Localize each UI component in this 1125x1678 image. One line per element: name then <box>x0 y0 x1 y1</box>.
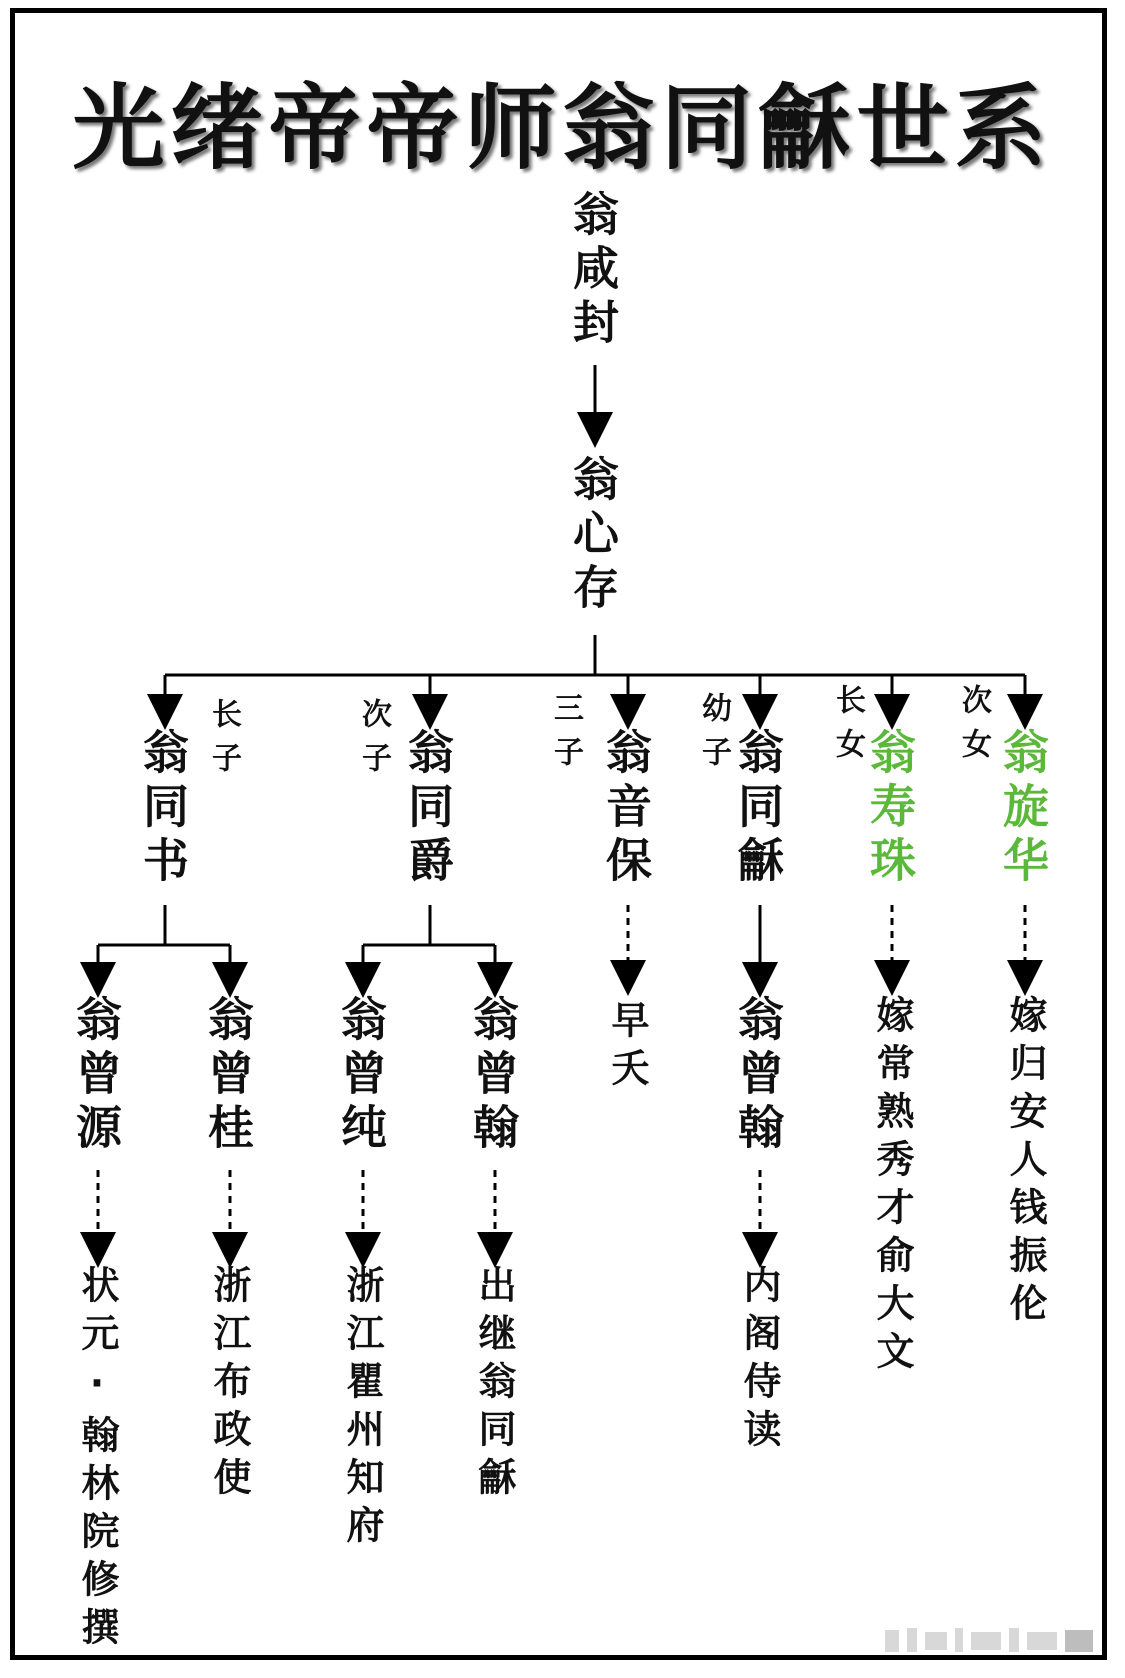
note-yinbao: 早夭 <box>605 1000 649 1096</box>
person-child: 翁同爵 <box>401 728 455 890</box>
child-label: 次女 <box>956 684 991 772</box>
child-label: 长女 <box>830 684 865 772</box>
person-child-daughter: 翁旋华 <box>996 728 1050 890</box>
child-label: 三子 <box>548 692 583 780</box>
person-child: 翁音保 <box>599 728 653 890</box>
note-grandchild: 浙江瞿州知府 <box>340 1265 384 1553</box>
note-grandchild: 浙江布政使 <box>207 1265 251 1505</box>
person-grandchild: 翁曾翰 <box>466 995 520 1157</box>
person-second: 翁心存 <box>566 455 620 617</box>
note-grandchild: 出继翁同龢 <box>472 1265 516 1505</box>
person-child: 翁同书 <box>136 728 190 890</box>
note-grandchild: 状元·翰林院修撰 <box>75 1265 119 1655</box>
person-child: 翁同龢 <box>731 728 785 890</box>
diagram-title: 光绪帝帝师翁同龢世系 <box>72 74 1053 182</box>
person-grandchild: 翁曾源 <box>69 995 123 1157</box>
person-grandchild: 翁曾翰 <box>731 995 785 1157</box>
note-xuanhua: 嫁归安人钱振伦 <box>1003 995 1047 1331</box>
person-grandchild: 翁曾纯 <box>334 995 388 1157</box>
child-label: 幼子 <box>696 692 731 780</box>
child-label: 次子 <box>356 698 391 786</box>
note-shouzhu: 嫁常熟秀才俞大文 <box>870 995 914 1379</box>
child-label: 长子 <box>206 698 241 786</box>
person-child-daughter: 翁寿珠 <box>863 728 917 890</box>
person-root: 翁咸封 <box>566 190 620 352</box>
watermark-bars <box>885 1626 1095 1654</box>
person-grandchild: 翁曾桂 <box>201 995 255 1157</box>
note-grandchild: 内阁侍读 <box>737 1265 781 1457</box>
